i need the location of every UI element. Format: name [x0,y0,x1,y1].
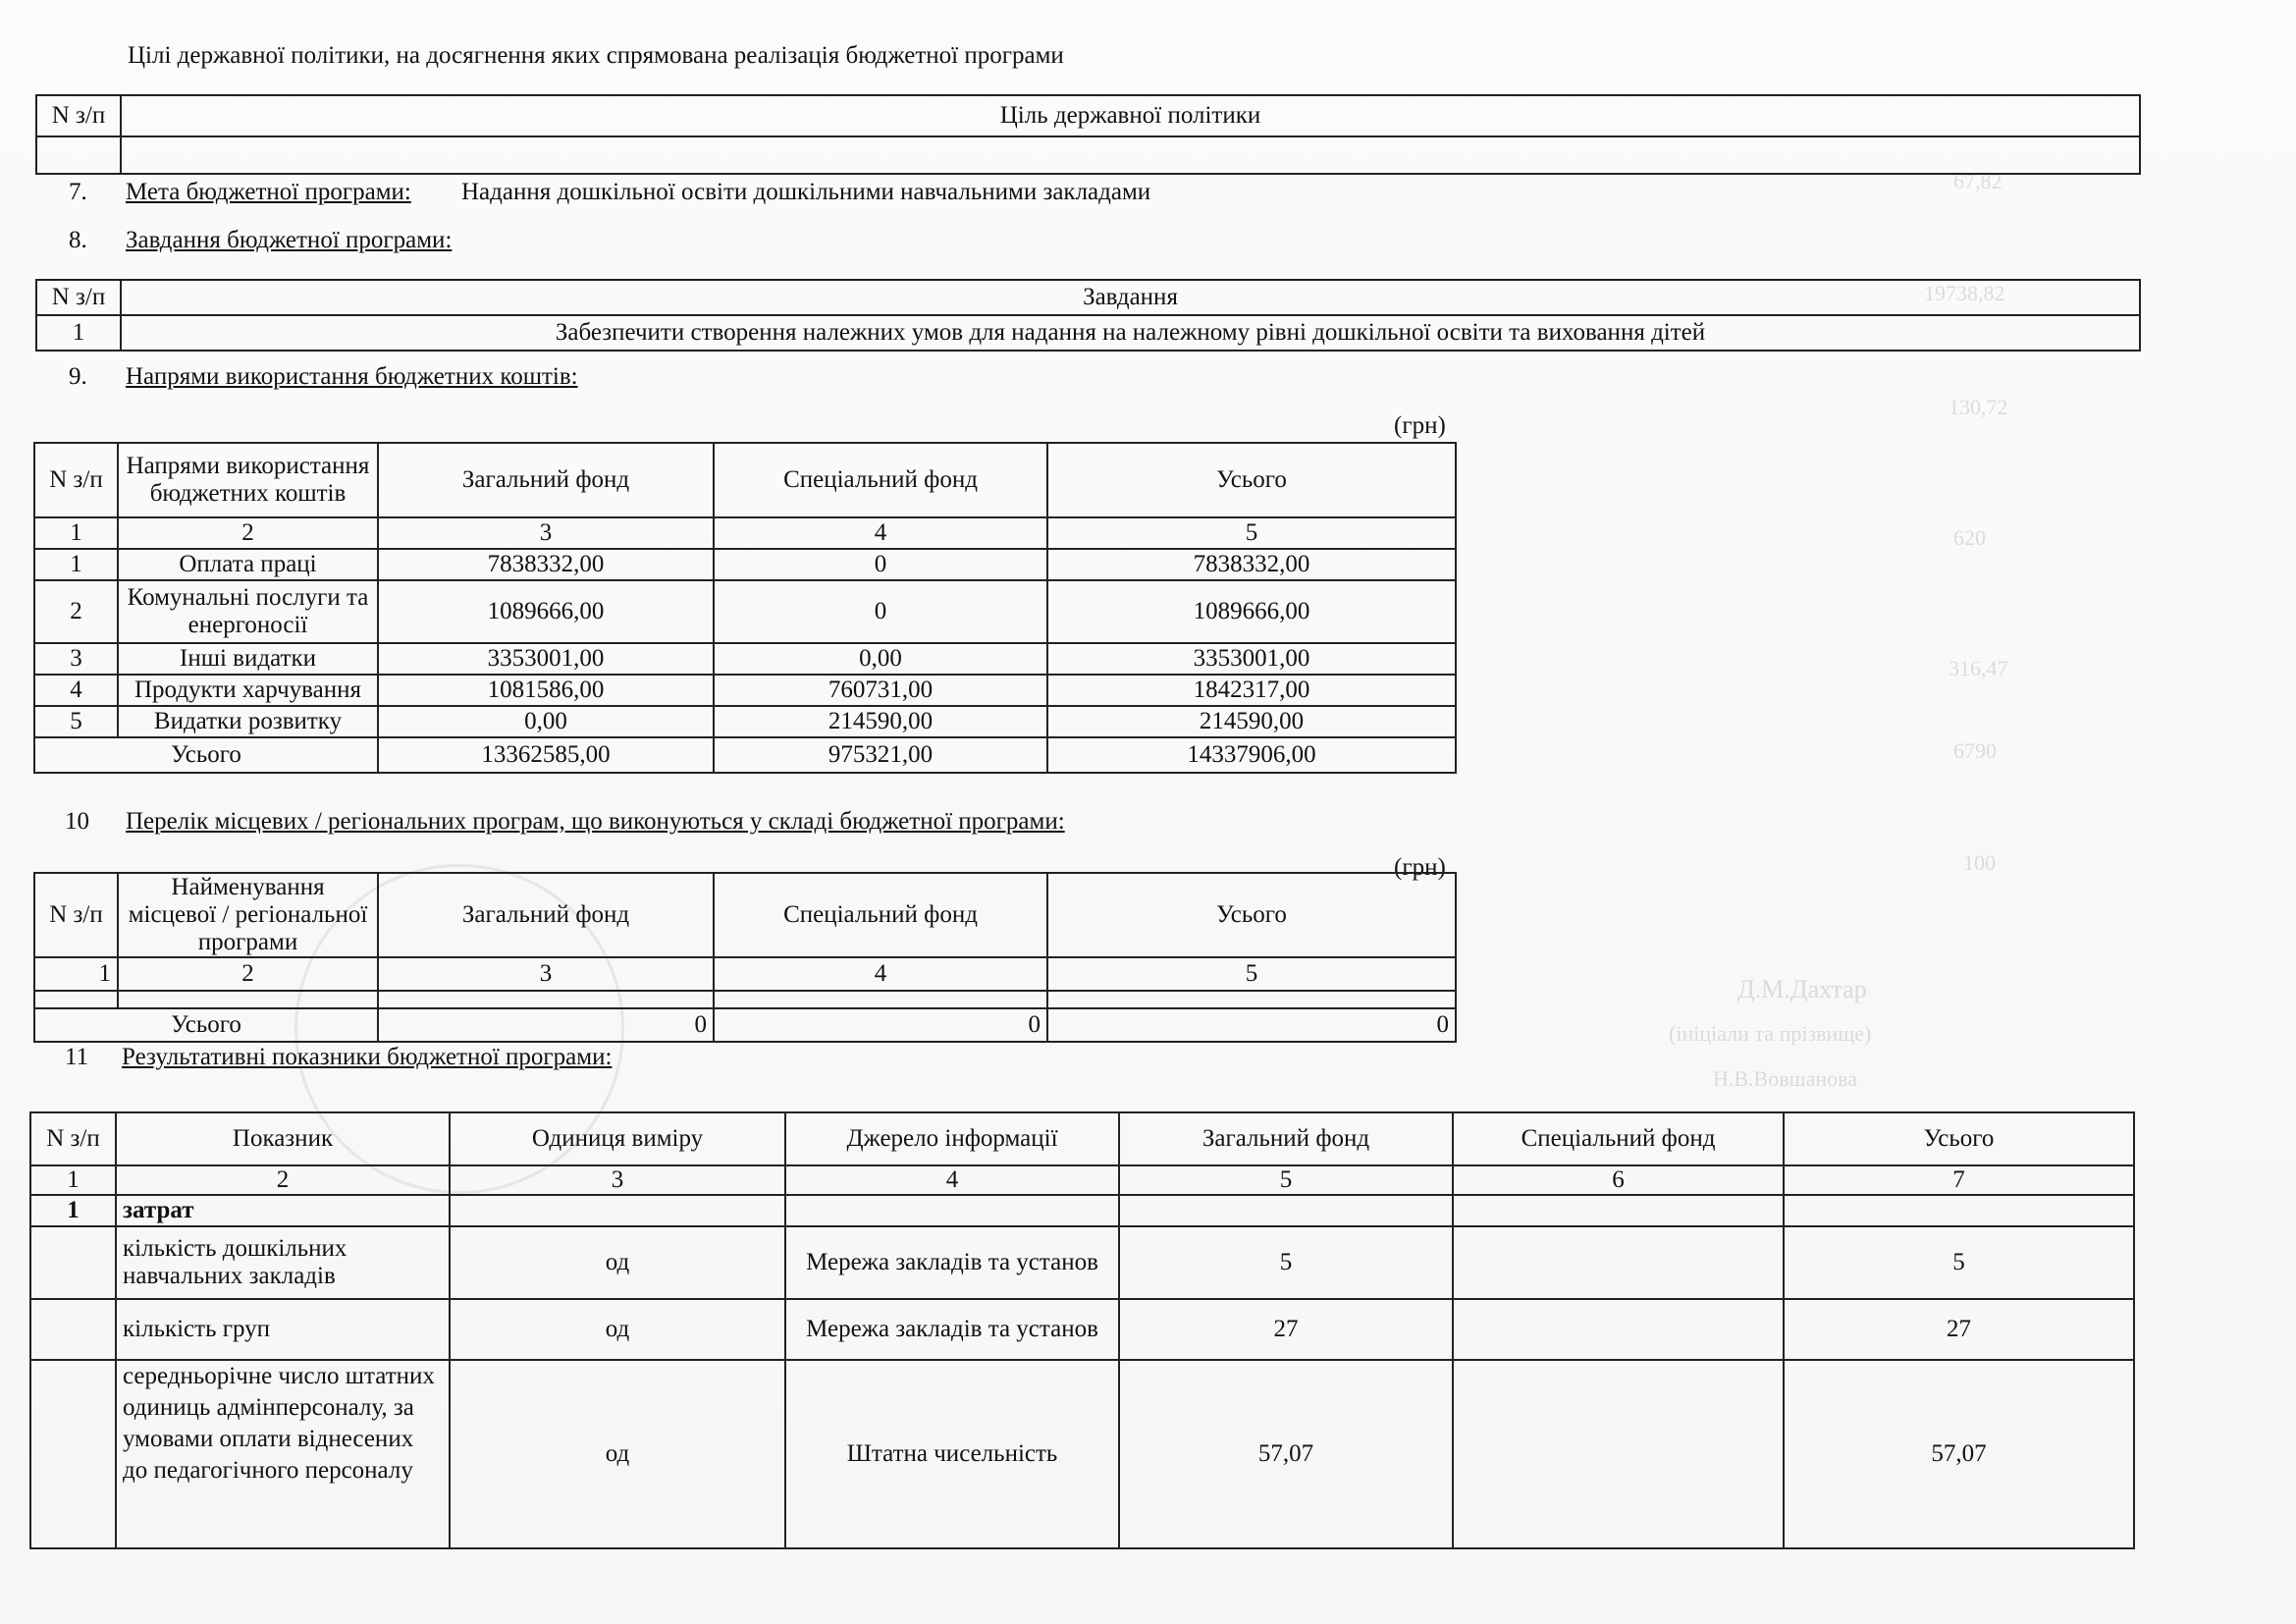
bleed-text: 620 [1953,525,1986,550]
total: 57,07 [1784,1360,2134,1548]
total-special-fund: 0 [714,1008,1047,1042]
bleed-text: 100 [1963,850,1996,875]
section-label: Результативні показники бюджетної програми: [122,1044,613,1070]
indicator-unit: од [450,1360,785,1548]
bleed-text: 6790 [1953,738,1997,763]
index-cell: 3 [450,1165,785,1195]
col-header: Усього [1047,443,1456,517]
col-header: N з/п [36,95,121,136]
general-fund: 1081586,00 [378,675,714,706]
total-general-fund: 0 [378,1008,714,1042]
table-cell [378,991,714,1008]
total-row [34,1008,1456,1042]
indicator-source: Штатна чисельність [785,1360,1119,1548]
special-fund [1453,1360,1784,1548]
table-cell [30,1226,116,1299]
col-header: Спеціальний фонд [714,873,1047,957]
bleed-text: 316,47 [1949,656,2008,680]
row-number: 3 [34,643,118,675]
table-cell [714,991,1047,1008]
unit-label: (грн) [1394,854,1446,881]
col-header: Найменування місцевої / регіональної програми [118,873,378,957]
row-number: 1 [34,549,118,580]
general-fund: 5 [1119,1226,1453,1299]
index-cell: 6 [1453,1165,1784,1195]
index-cell: 1 [30,1165,116,1195]
col-header: N з/п [34,873,118,957]
table-cell [785,1195,1119,1226]
table-cell [30,1299,116,1360]
direction-name: Комунальні послуги та енергоносії [118,580,378,643]
section-label: Напрями використання бюджетних коштів: [126,363,578,390]
direction-name: Видатки розвитку [118,706,378,737]
indicator-name: кількість дошкільних навчальних закладів [116,1226,450,1299]
col-header: Загальний фонд [378,443,714,517]
direction-name: Оплата праці [118,549,378,580]
bleed-text: (ініціали та прізвище) [1669,1021,1872,1046]
budget-directions-table [33,442,1457,774]
index-cell: 5 [1047,517,1456,549]
col-header: Усього [1784,1112,2134,1165]
index-cell: 7 [1784,1165,2134,1195]
special-fund [1453,1226,1784,1299]
total-general-fund: 13362585,00 [378,737,714,773]
general-fund: 1089666,00 [378,580,714,643]
grand-total: 14337906,00 [1047,737,1456,773]
index-cell: 4 [714,517,1047,549]
total: 1842317,00 [1047,675,1456,706]
table-row [34,580,1456,643]
total-label: Усього [34,1008,378,1042]
grand-total: 0 [1047,1008,1456,1042]
indicator-source: Мережа закладів та установ [785,1226,1119,1299]
section-label: Мета бюджетної програми: [126,179,411,205]
direction-name: Продукти харчування [118,675,378,706]
indicator-name: кількість груп [116,1299,450,1360]
col-header: N з/п [36,280,121,315]
policy-heading: Цілі державної політики, на досягнення яких спрямована реалізація бюджетної програми [128,42,1064,69]
indicator-source: Мережа закладів та установ [785,1299,1119,1360]
total: 7838332,00 [1047,549,1456,580]
table-row [34,706,1456,737]
general-fund: 57,07 [1119,1360,1453,1548]
table-cell [450,1195,785,1226]
unit-label: (грн) [1394,412,1446,439]
table-cell [1047,991,1456,1008]
table-row [34,675,1456,706]
special-fund: 214590,00 [714,706,1047,737]
regional-programs-table [33,872,1457,1043]
table-cell [121,136,2140,174]
general-fund: 7838332,00 [378,549,714,580]
policy-table [35,94,2141,175]
total-special-fund: 975321,00 [714,737,1047,773]
col-header: Ціль державної політики [121,95,2140,136]
section-number: 10 [65,808,89,835]
bleed-text: Д.М.Дахтар [1737,975,1867,1003]
special-fund [1453,1299,1784,1360]
index-cell: 3 [378,957,714,991]
table-cell [118,991,378,1008]
total: 214590,00 [1047,706,1456,737]
row-number: 2 [34,580,118,643]
group-row [30,1195,2134,1226]
col-header: Загальний фонд [378,873,714,957]
table-row [34,643,1456,675]
total: 3353001,00 [1047,643,1456,675]
section-number: 7. [69,179,87,205]
table-row [30,1360,2134,1548]
index-cell: 5 [1119,1165,1453,1195]
col-header: N з/п [34,443,118,517]
total: 27 [1784,1299,2134,1360]
index-cell: 1 [34,957,118,991]
table-cell [1453,1195,1784,1226]
section-number: 8. [69,227,87,253]
index-cell: 1 [34,517,118,549]
table-cell [34,991,118,1008]
col-header: Загальний фонд [1119,1112,1453,1165]
general-fund: 27 [1119,1299,1453,1360]
table-cell: 1 [36,315,121,351]
performance-indicators-table [29,1111,2135,1549]
bleed-text: Н.В.Вовшанова [1713,1066,1857,1091]
section-number: 11 [65,1044,89,1070]
index-cell: 2 [118,957,378,991]
table-cell [36,136,121,174]
index-cell: 4 [785,1165,1119,1195]
table-cell [1784,1195,2134,1226]
indicator-unit: од [450,1226,785,1299]
table-row [34,549,1456,580]
bleed-text: 67,82 [1953,169,2002,193]
special-fund: 0 [714,549,1047,580]
special-fund: 0 [714,580,1047,643]
col-header: Спеціальний фонд [714,443,1047,517]
col-header: Джерело інформації [785,1112,1119,1165]
index-cell: 3 [378,517,714,549]
index-cell: 5 [1047,957,1456,991]
col-header: N з/п [30,1112,116,1165]
group-number: 1 [30,1195,116,1226]
general-fund: 3353001,00 [378,643,714,675]
col-header: Напрями використання бюджетних коштів [118,443,378,517]
table-row [30,1299,2134,1360]
total-label: Усього [34,737,378,773]
index-cell: 2 [116,1165,450,1195]
total-row [34,737,1456,773]
index-cell: 2 [118,517,378,549]
table-cell [1119,1195,1453,1226]
bleed-text: 19738,82 [1924,281,2005,305]
special-fund: 760731,00 [714,675,1047,706]
indicator-name: середньорічне число штатних одиниць адмінперсоналу, за умовами оплати віднесених до педагогічного персоналу [116,1360,450,1548]
col-header: Усього [1047,873,1456,957]
bleed-text: 130,72 [1949,395,2008,419]
table-cell [30,1360,116,1548]
section-label: Завдання бюджетної програми: [126,227,453,253]
row-number: 4 [34,675,118,706]
col-header: Показник [116,1112,450,1165]
special-fund: 0,00 [714,643,1047,675]
section-label: Перелік місцевих / регіональних програм, що виконуються у складі бюджетної програми: [126,808,1065,835]
index-cell: 4 [714,957,1047,991]
col-header: Одиниця виміру [450,1112,785,1165]
total: 5 [1784,1226,2134,1299]
col-header: Спеціальний фонд [1453,1112,1784,1165]
indicator-unit: од [450,1299,785,1360]
section-number: 9. [69,363,87,390]
tasks-table [35,279,2141,352]
general-fund: 0,00 [378,706,714,737]
row-number: 5 [34,706,118,737]
direction-name: Інші видатки [118,643,378,675]
program-goal: Надання дошкільної освіти дошкільними навчальними закладами [461,179,1151,205]
group-name: затрат [116,1195,450,1226]
table-row [30,1226,2134,1299]
table-cell: Забезпечити створення належних умов для надання на належному рівні дошкільної освіти та виховання дітей [121,315,2140,351]
total: 1089666,00 [1047,580,1456,643]
col-header: Завдання [121,280,2140,315]
